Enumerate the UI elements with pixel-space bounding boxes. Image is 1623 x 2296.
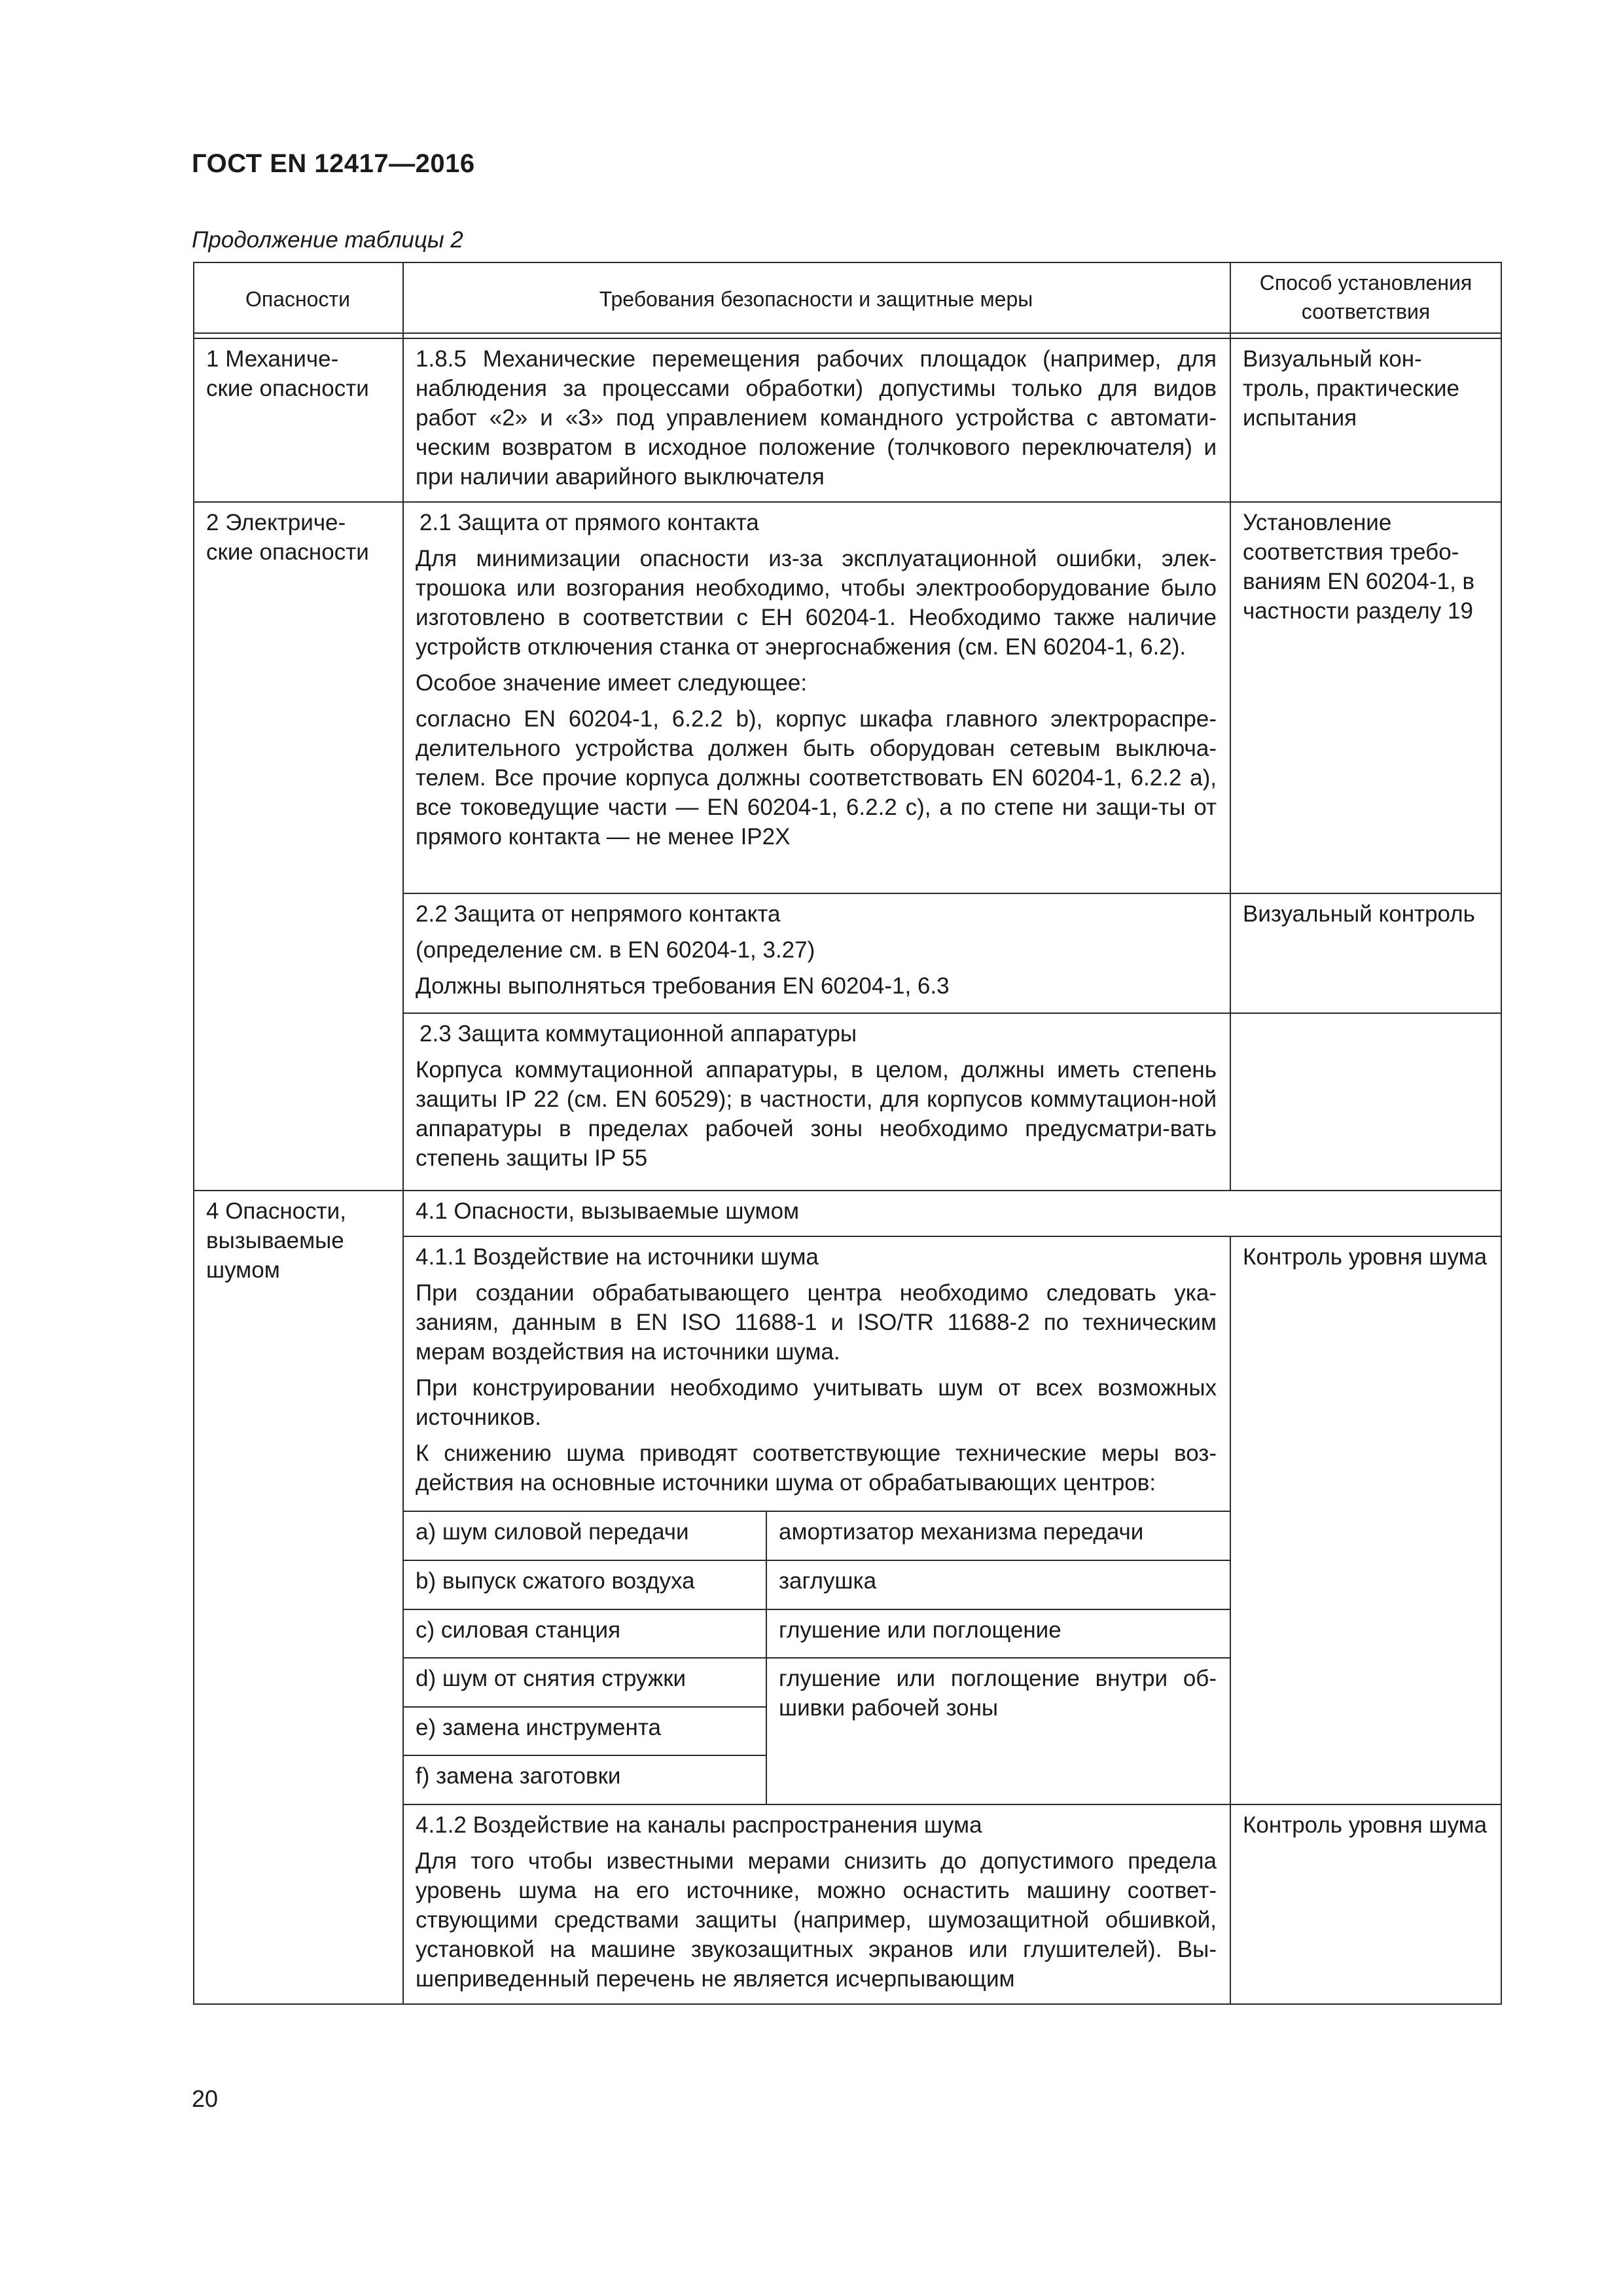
section-2-1-paragraph-1: Для минимизации опасности из-за эксплуатационной ошибки, элек-трошока или возгорания необходимо, чтобы электрооборудование было изготовлено в соответствии с ЕН 60204-1. Необходимо также наличие устройств отключения станка от энергоснабжения (см. EN 60204-1, 6.2). bbox=[416, 546, 1217, 660]
section-2-3-paragraph-1: Корпуса коммутационной аппаратуры, в целом, должны иметь степень защиты IP 22 (см. EN 60529); в частности, для корпусов коммутацион-ной аппаратуры в пределах рабочей зоны необходимо предусматри-вать степень защиты IP 55 bbox=[416, 1057, 1217, 1171]
section-4-1-1-paragraph-1: При создании обрабатывающего центра необходимо следовать ука-заниям, данным в EN ISO 11688-1 и ISO/TR 11688-2 по техническим мерам воздействия на источники шума. bbox=[416, 1280, 1217, 1365]
section-2-1-title: 2.1 Защита от прямого контакта bbox=[419, 510, 759, 535]
column-header-verification: Способ установления соответствия bbox=[1259, 271, 1472, 323]
verification-mechanical: Визуальный кон-троль, практические испытания bbox=[1243, 346, 1459, 431]
section-4-1-1-paragraph-2: При конструировании необходимо учитывать шум от всех возможных источников. bbox=[416, 1375, 1217, 1430]
verification-2-2: Визуальный контроль bbox=[1243, 901, 1475, 927]
verification-4-1-1: Контроль уровня шума bbox=[1243, 1244, 1488, 1270]
section-2-1-paragraph-3: согласно EN 60204-1, 6.2.2 b), корпус шкафа главного электрораспре-делительного устройства должен быть оборудован сетевым выключа-телем. Все прочие корпуса должны соответствовать EN 60204-1, 6.2.2 а), все токоведущие части — EN 60204-1, 6.2.2 c), а по степе ни защи-ты от прямого контакта — не менее IP2X bbox=[416, 706, 1217, 850]
noise-measure-def: глушение или поглощение внутри об-шивки рабочей зоны bbox=[779, 1666, 1217, 1721]
section-2-2 bbox=[402, 894, 1230, 1007]
section-4-1-1-title: 4.1.1 Воздействие на источники шума bbox=[416, 1244, 819, 1270]
noise-measure-c: глушение или поглощение bbox=[779, 1617, 1061, 1643]
requirement-1-8-5: 1.8.5 Механические перемещения рабочих площадок (например, для наблюдения за процессами обработки) допустимы только для видов работ «2» и «3» под управлением командного устройства с автомати-ческим возвратом в исходное положение (толчкового переключателя) и при наличии аварийного выключателя bbox=[416, 346, 1217, 490]
noise-source-a: a) шум силовой передачи bbox=[416, 1519, 689, 1545]
section-2-3 bbox=[402, 1014, 1230, 1179]
section-2-2-paragraph-2: Должны выполняться требования EN 60204-1, 6.3 bbox=[416, 973, 950, 999]
noise-source-f: f) замена заготовки bbox=[416, 1763, 621, 1789]
section-4-1-2-title: 4.1.2 Воздействие на каналы распространения шума bbox=[416, 1812, 982, 1838]
verification-4-1-2: Контроль уровня шума bbox=[1243, 1812, 1488, 1838]
hazard-noise: 4 Опасности, вызываемые шумом bbox=[206, 1198, 346, 1283]
column-header-hazards: Опасности bbox=[245, 287, 350, 311]
section-4-1-title: 4.1 Опасности, вызываемые шумом bbox=[416, 1198, 800, 1224]
header-rule-1 bbox=[193, 332, 1502, 334]
section-4-1-2-paragraph-1: Для того чтобы известными мерами снизить до допустимого предела уровень шума на его источнике, можно оснастить машину соответ-ствующими средствами защиты (например, шумозащитной обшивкой, установкой на машине звукозащитных экранов или глушителей). Вы-шеприведенный перечень не является исчерпывающим bbox=[416, 1848, 1217, 1992]
noise-measure-b: заглушка bbox=[779, 1568, 877, 1594]
section-4-1-2 bbox=[402, 1805, 1230, 2000]
noise-source-d: d) шум от снятия стружки bbox=[416, 1666, 687, 1691]
table-caption: Продолжение таблицы 2 bbox=[192, 227, 463, 253]
section-2-1 bbox=[402, 503, 1230, 858]
document-header: ГОСТ EN 12417—2016 bbox=[192, 149, 475, 178]
section-4-1-1-paragraph-3: К снижению шума приводят соответствующие технические меры воз-действия на основные источники шума от обрабатывающих центров: bbox=[416, 1441, 1217, 1496]
column-divider-2b bbox=[1230, 1236, 1231, 2005]
subtable-column-divider bbox=[766, 1511, 767, 1804]
page-number: 20 bbox=[192, 2085, 219, 2112]
table-border-top bbox=[193, 262, 1502, 263]
section-2-1-paragraph-2: Особое значение имеет следующее: bbox=[416, 670, 808, 696]
hazard-mechanical: 1 Механиче-ские опасности bbox=[206, 346, 369, 401]
section-2-3-title: 2.3 Защита коммутационной аппаратуры bbox=[419, 1021, 857, 1047]
table-border-bottom bbox=[193, 2003, 1502, 2005]
noise-measure-a: амортизатор механизма передачи bbox=[779, 1519, 1144, 1545]
section-2-2-paragraph-1: (определение см. в EN 60204-1, 3.27) bbox=[416, 937, 815, 963]
noise-source-b: b) выпуск сжатого воздуха bbox=[416, 1568, 695, 1594]
section-4-1-1 bbox=[402, 1237, 1230, 1504]
section-2-2-title: 2.2 Защита от непрямого контакта bbox=[416, 901, 781, 927]
noise-source-e: e) замена инструмента bbox=[416, 1715, 661, 1740]
verification-2-1: Установление соответствия требо-ваниям EN 60204-1, в частности разделу 19 bbox=[1243, 510, 1475, 624]
column-header-requirements: Требования безопасности и защитные меры bbox=[599, 287, 1033, 311]
safety-requirements-table bbox=[193, 262, 1502, 2005]
hazard-electrical: 2 Электриче-ские опасности bbox=[206, 510, 369, 565]
noise-source-c: c) силовая станция bbox=[416, 1617, 621, 1643]
